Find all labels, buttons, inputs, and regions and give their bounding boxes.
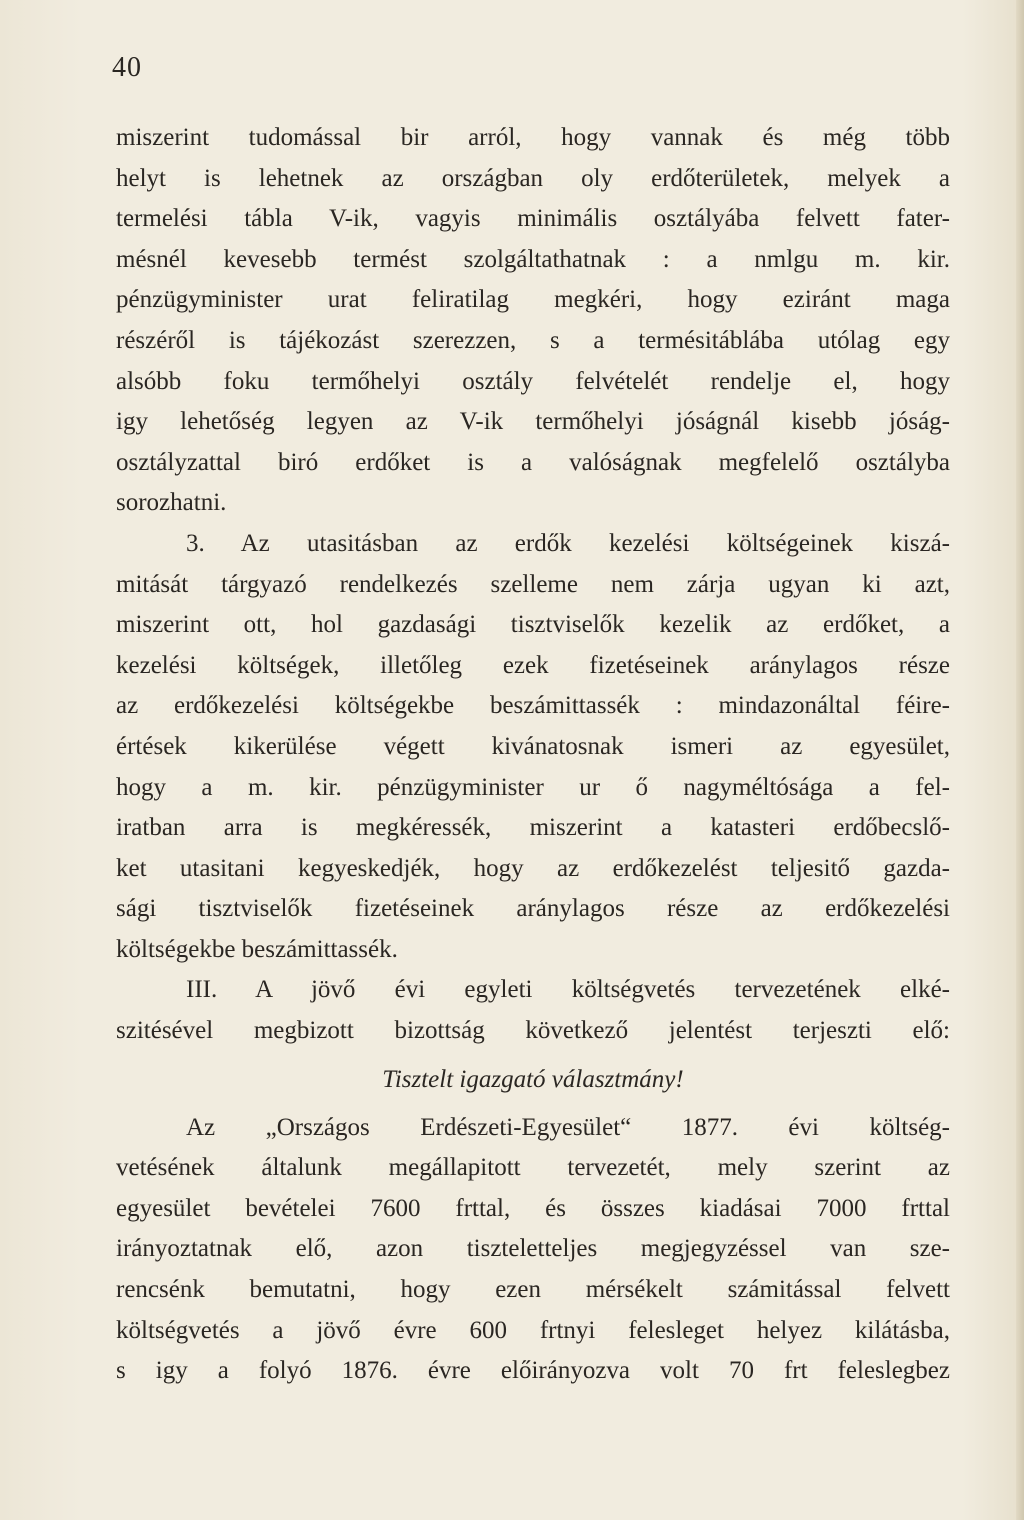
page-number: 40 [112, 52, 142, 83]
text-line: mésnél kevesebb termést szolgáltathatnak : a nmlgu m. kir. [116, 245, 950, 273]
text-line: alsóbb foku termőhelyi osztály felvételét rendelje el, hogy [116, 367, 950, 395]
text-line: sorozhatni. [116, 489, 227, 517]
text-line: ket utasitani kegyeskedjék, hogy az erdőkezelést teljesitő gazda- [116, 854, 950, 882]
text-line: egyesület bevételei 7600 frttal, és összes kiadásai 7000 frttal [116, 1194, 950, 1222]
salutation: Tisztelt igazgató választmány! [382, 1065, 684, 1093]
text-line: rencsénk bemutatni, hogy ezen mérsékelt számitással felvett [116, 1276, 950, 1304]
text-line: iratban arra is megkéressék, miszerint a katasteri erdőbecslő- [116, 814, 950, 842]
text-line: költségekbe beszámittassék. [116, 935, 398, 963]
text-line: termelési tábla V-ik, vagyis minimális osztályába felvett fater- [116, 205, 950, 233]
text-line: sági tisztviselők fizetéseinek aránylagos része az erdőkezelési [116, 895, 950, 923]
text-line: III. A jövő évi egyleti költségvetés tervezetének elké- [186, 976, 950, 1004]
text-line: miszerint tudomással bir arról, hogy vannak és még több [116, 124, 950, 151]
text-line: szitésével megbizott bizottság következő jelentést terjeszti elő: [116, 1017, 950, 1045]
text-line: 3. Az utasitásban az erdők kezelési költségeinek kiszá- [186, 529, 950, 557]
text-line: költségvetés a jövő évre 600 frtnyi felesleget helyez kilátásba, [116, 1316, 950, 1344]
body-text [116, 118, 950, 1392]
text-line: az erdőkezelési költségekbe beszámittassék : mindazonáltal féire- [116, 692, 950, 720]
text-line: mitását tárgyazó rendelkezés szelleme nem zárja ugyan ki azt, [116, 570, 950, 598]
page-edge [1016, 0, 1024, 1520]
text-line: igy lehetőség legyen az V-ik termőhelyi jóságnál kisebb jóság- [116, 408, 950, 436]
text-line: osztályzattal biró erdőket is a valóságnak megfelelő osztályba [116, 448, 950, 476]
text-line: s igy a folyó 1876. évre előirányozva volt 70 frt feleslegbez [116, 1357, 950, 1385]
text-line: helyt is lehetnek az országban oly erdőterületek, melyek a [116, 164, 950, 192]
text-line: hogy a m. kir. pénzügyminister ur ő nagyméltósága a fel- [116, 773, 950, 801]
text-line: részéről is tájékozást szerezzen, s a termésitáblába utólag egy [116, 326, 950, 354]
text-line: miszerint ott, hol gazdasági tisztviselők kezelik az erdőket, a [116, 611, 950, 639]
text-line: kezelési költségek, illetőleg ezek fizetéseinek aránylagos része [116, 651, 950, 679]
text-line: irányoztatnak elő, azon tiszteletteljes megjegyzéssel van sze- [116, 1235, 950, 1263]
text-line: pénzügyminister urat feliratilag megkéri, hogy eziránt maga [116, 286, 950, 314]
text-line: Az „Országos Erdészeti-Egyesület“ 1877. évi költség- [186, 1113, 950, 1141]
text-line: vetésének általunk megállapitott tervezetét, mely szerint az [116, 1154, 950, 1182]
text-line: értések kikerülése végett kivánatosnak ismeri az egyesület, [116, 732, 950, 760]
